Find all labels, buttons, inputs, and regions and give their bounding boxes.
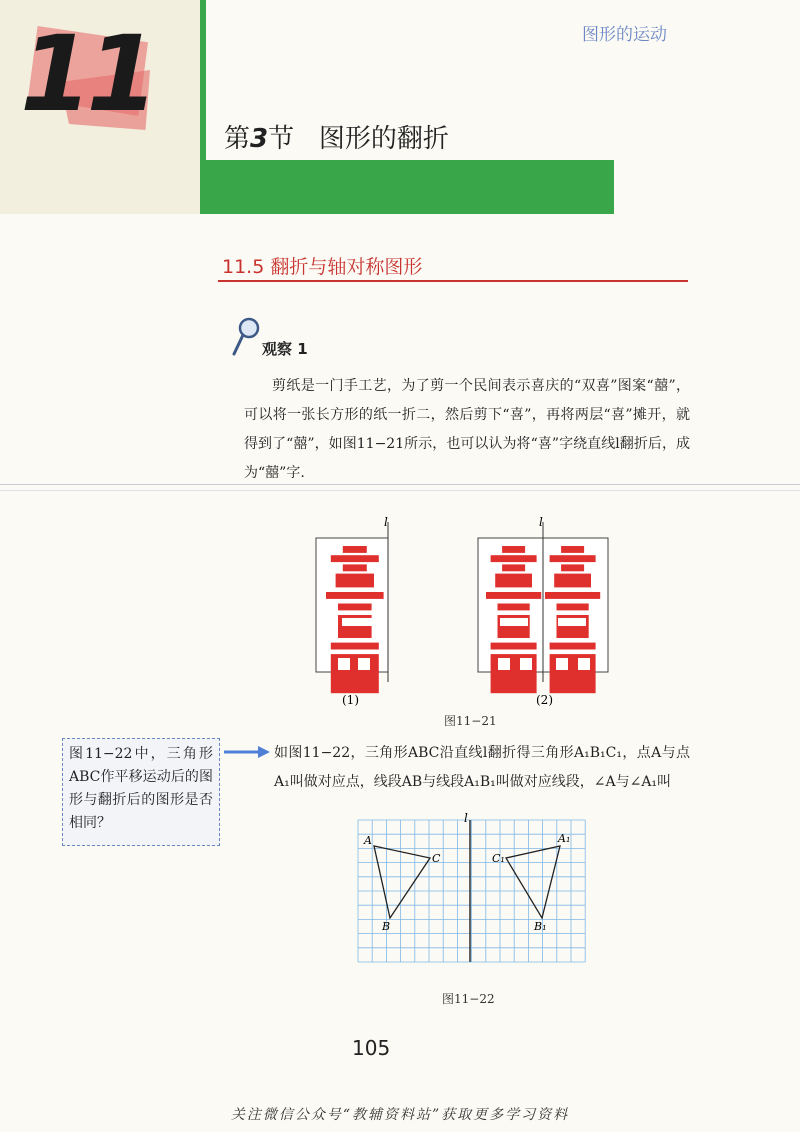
page-fold-line [0, 484, 800, 485]
section-suffix: 节 [268, 124, 295, 154]
figure-11-21-caption: 图11−21 [444, 714, 497, 728]
fig22-label-C1: C₁ [492, 852, 505, 865]
figure-11-21 [300, 508, 620, 728]
arrow-right-icon [224, 744, 272, 760]
section-number: 3 [250, 124, 269, 154]
fig22-grid [358, 820, 585, 962]
section-prefix: 第 [224, 124, 251, 154]
subsection-rule [218, 280, 688, 282]
page-number: 105 [352, 1036, 391, 1060]
fig21-axis-label-1: l [384, 515, 388, 529]
green-bar-horizontal [200, 160, 614, 214]
section-title [224, 118, 449, 155]
subsection-title: 11.5 翻折与轴对称图形 [222, 256, 423, 278]
paragraph-1: 剪纸是一门手工艺，为了剪一个民间表示喜庆的“双喜”图案“囍”，可以将一张长方形的纸一折二，然后剪下“喜”，再将两层“喜”摊开，就得到了“囍”，如图11−21所示，也可以认为将“喜”字绕直线l翻折后，成为“囍”字. [244, 378, 690, 481]
margin-note: 图11−22中，三角形ABC作平移运动后的图形与翻折后的图形是否相同？ [62, 738, 220, 846]
figure-11-22-caption: 图11−22 [442, 992, 495, 1006]
magnifier-icon [232, 316, 262, 360]
footer-text: 关注微信公众号“教辅资料站”获取更多学习资料 [230, 1107, 570, 1123]
section-name: 图形的翻折 [318, 124, 449, 154]
fig21-panel2-label: (2) [536, 693, 553, 707]
figure-11-22 [352, 810, 588, 980]
page-fold-line-2 [0, 490, 800, 491]
fig22-axis-label: l [464, 811, 468, 825]
fig22-label-C: C [432, 852, 441, 865]
paragraph-2: 如图11−22，三角形ABC沿直线l翻折得三角形A₁B₁C₁，点A与点A₁叫做对应点，线段AB与线段A₁B₁叫做对应线段，∠A与∠A₁叫 [274, 745, 690, 790]
chapter-number: 11 [20, 13, 153, 135]
fig21-axis-label-2: l [539, 515, 543, 529]
chapter-topic: 图形的运动 [582, 25, 667, 45]
fig22-label-A: A [364, 834, 372, 847]
observe-label: 观察 1 [262, 340, 308, 358]
fig22-label-A1: A₁ [558, 832, 571, 845]
fig22-label-B1: B₁ [534, 920, 547, 933]
fig21-panel1-label: (1) [342, 693, 359, 707]
fig22-label-B: B [382, 920, 391, 933]
